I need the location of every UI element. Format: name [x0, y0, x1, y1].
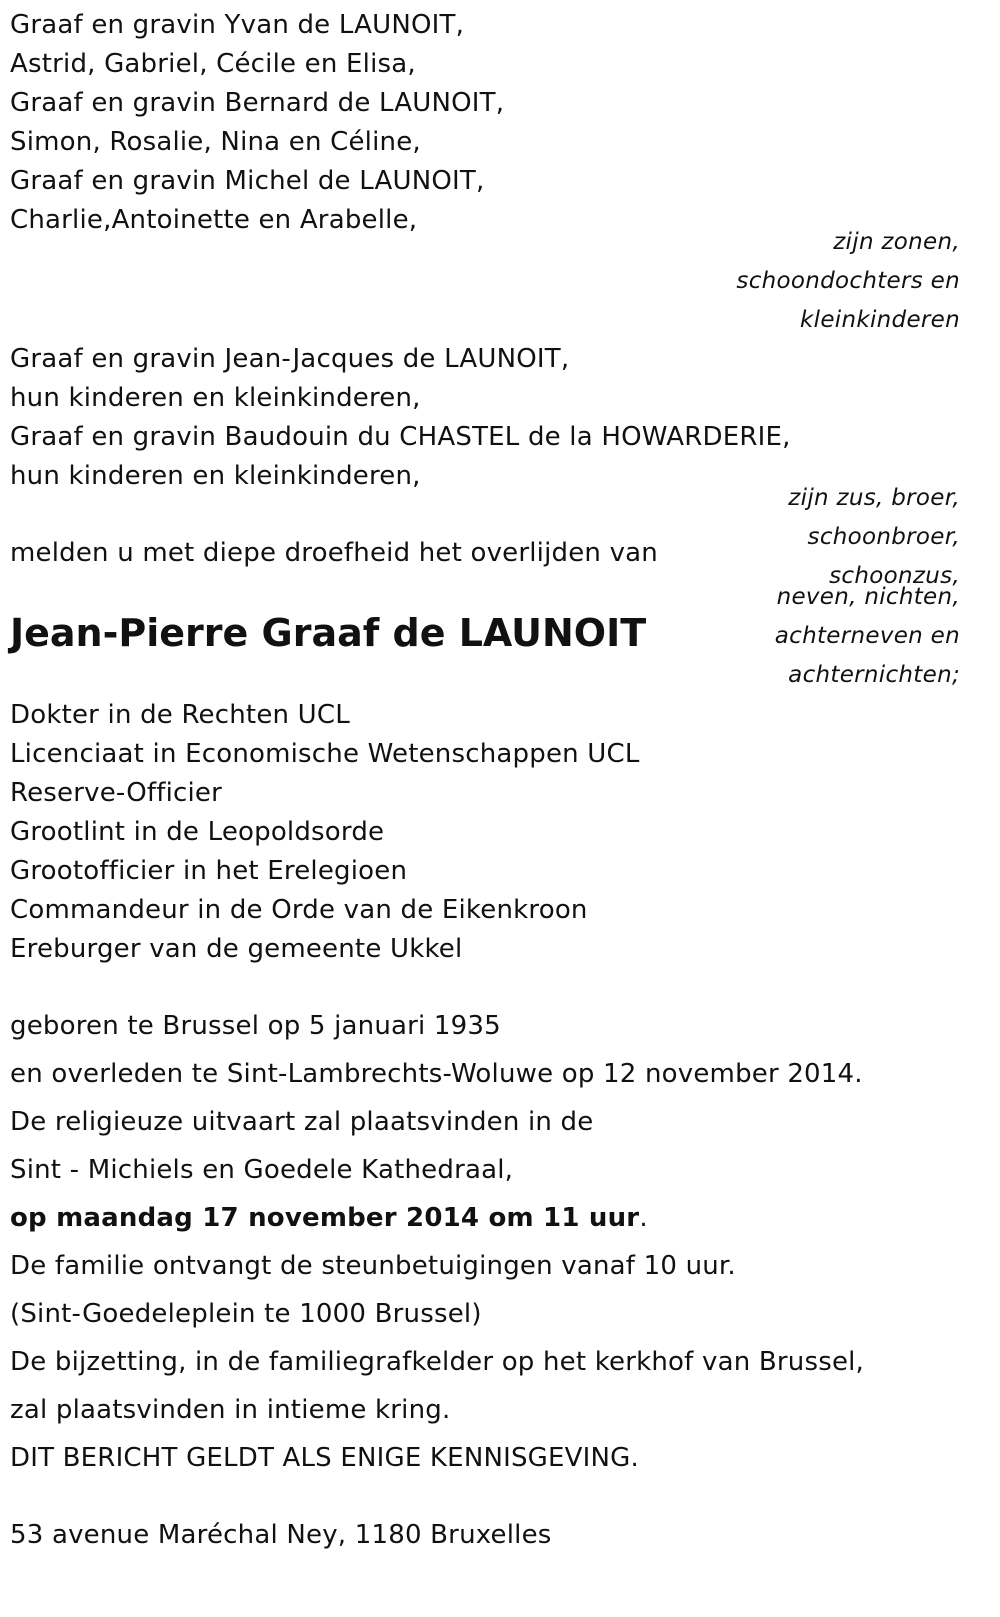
announcement-text: melden u met diepe droefheid het overlijden van [10, 538, 658, 568]
relation-line: kleinkinderen [800, 307, 960, 333]
notice-line: DIT BERICHT GELDT ALS ENIGE KENNISGEVING. [10, 1443, 639, 1473]
birth-line: geboren te Brussel op 5 januari 1935 [10, 1011, 501, 1041]
burial-line: De bijzetting, in de familiegrafkelder op het kerkhof van Brussel, [10, 1347, 865, 1377]
title-line: Grootofficier in het Erelegioen [10, 856, 408, 886]
title-line: Licenciaat in Economische Wetenschappen UCL [10, 739, 640, 769]
relation-line: achterneven en [774, 623, 960, 649]
family-line: Astrid, Gabriel, Cécile en Elisa, [10, 49, 416, 79]
family-line: Graaf en gravin Jean-Jacques de LAUNOIT, [10, 344, 570, 374]
family-line: Simon, Rosalie, Nina en Céline, [10, 127, 421, 157]
family-line: Graaf en gravin Michel de LAUNOIT, [10, 166, 485, 196]
deceased-name: Jean-Pierre Graaf de LAUNOIT [10, 611, 647, 655]
family-line: Graaf en gravin Bernard de LAUNOIT, [10, 88, 505, 118]
relation-line: zijn zus, broer, [788, 485, 960, 511]
family-line: Graaf en gravin Yvan de LAUNOIT, [10, 10, 465, 40]
death-line: en overleden te Sint-Lambrechts-Woluwe op 12 november 2014. [10, 1059, 863, 1089]
relation-line: achternichten; [788, 662, 960, 688]
relation-line: schoonbroer, [807, 524, 960, 550]
home-address: 53 avenue Maréchal Ney, 1180 Bruxelles [10, 1520, 552, 1550]
funeral-date-period: . [639, 1203, 648, 1233]
funeral-date-line [10, 1203, 648, 1233]
family-line: hun kinderen en kleinkinderen, [10, 383, 421, 413]
condolences-line: De familie ontvangt de steunbetuigingen vanaf 10 uur. [10, 1251, 736, 1281]
title-line: Reserve-Officier [10, 778, 223, 808]
family-line: Charlie,Antoinette en Arabelle, [10, 205, 418, 235]
church-address-line: (Sint-Goedeleplein te 1000 Brussel) [10, 1299, 482, 1329]
family-line: hun kinderen en kleinkinderen, [10, 461, 421, 491]
burial-line: zal plaatsvinden in intieme kring. [10, 1395, 451, 1425]
family-line: Graaf en gravin Baudouin du CHASTEL de la HOWARDERIE, [10, 422, 791, 452]
title-line: Grootlint in de Leopoldsorde [10, 817, 385, 847]
funeral-church-line: Sint - Michiels en Goedele Kathedraal, [10, 1155, 514, 1185]
relation-line: neven, nichten, [776, 584, 960, 610]
relation-line: schoonzus, [829, 563, 960, 589]
title-line: Commandeur in de Orde van de Eikenkroon [10, 895, 588, 925]
title-line: Ereburger van de gemeente Ukkel [10, 934, 463, 964]
title-line: Dokter in de Rechten UCL [10, 700, 350, 730]
funeral-date: op maandag 17 november 2014 om 11 uur [10, 1203, 640, 1233]
relation-line: schoondochters en [736, 268, 960, 294]
funeral-line: De religieuze uitvaart zal plaatsvinden in de [10, 1107, 594, 1137]
relation-line: zijn zonen, [833, 229, 960, 255]
